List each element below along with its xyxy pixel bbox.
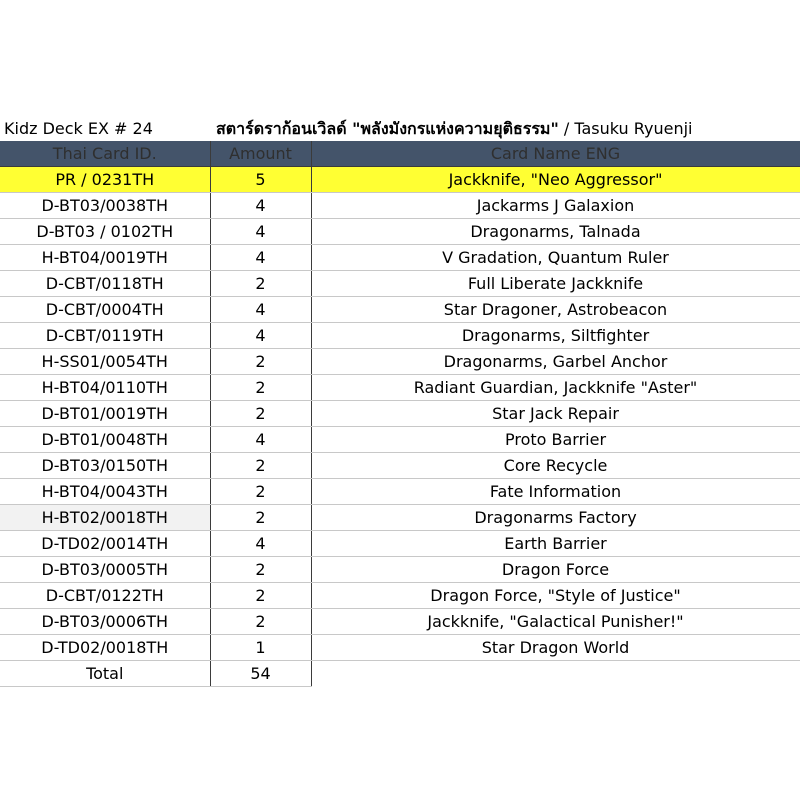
cell-card-id: D-BT03/0150TH xyxy=(0,453,210,479)
cell-amount: 2 xyxy=(210,349,311,375)
cell-card-name: Dragonarms, Garbel Anchor xyxy=(311,349,800,375)
cell-amount: 4 xyxy=(210,219,311,245)
total-label: Total xyxy=(0,661,210,687)
cell-card-name: Jackknife, "Galactical Punisher!" xyxy=(311,609,800,635)
cell-card-id: H-BT04/0043TH xyxy=(0,479,210,505)
table-row xyxy=(0,375,800,401)
cell-card-id: D-BT03/0006TH xyxy=(0,609,210,635)
cell-card-name: Full Liberate Jackknife xyxy=(311,271,800,297)
table-row xyxy=(0,245,800,271)
cell-card-name: Earth Barrier xyxy=(311,531,800,557)
title-row xyxy=(0,117,800,141)
cell-card-id: D-CBT/0119TH xyxy=(0,323,210,349)
cell-amount: 2 xyxy=(210,609,311,635)
cell-amount: 2 xyxy=(210,453,311,479)
deck-label: Kidz Deck EX # 24 xyxy=(4,119,153,138)
deck-title-thai: สตาร์ดราก้อนเวิลด์ "พลังมังกรแห่งความยุติธรรม" xyxy=(216,119,559,138)
cell-card-id: H-BT04/0019TH xyxy=(0,245,210,271)
cell-amount: 2 xyxy=(210,375,311,401)
table-row xyxy=(0,167,800,193)
cell-amount: 5 xyxy=(210,167,311,193)
table-row xyxy=(0,349,800,375)
cell-amount: 1 xyxy=(210,635,311,661)
cell-card-id: PR / 0231TH xyxy=(0,167,210,193)
deck-title xyxy=(216,117,693,141)
table-row xyxy=(0,479,800,505)
cell-card-name: Proto Barrier xyxy=(311,427,800,453)
cell-card-name: V Gradation, Quantum Ruler xyxy=(311,245,800,271)
cell-amount: 4 xyxy=(210,245,311,271)
cell-amount: 4 xyxy=(210,427,311,453)
total-empty-cell xyxy=(311,661,800,687)
cell-card-name: Dragon Force xyxy=(311,557,800,583)
cell-card-id: D-CBT/0118TH xyxy=(0,271,210,297)
cell-card-id: D-TD02/0018TH xyxy=(0,635,210,661)
cell-card-name: Dragonarms, Siltfighter xyxy=(311,323,800,349)
cell-card-name: Core Recycle xyxy=(311,453,800,479)
cell-card-id: H-BT02/0018TH xyxy=(0,505,210,531)
table-row xyxy=(0,193,800,219)
deck-table xyxy=(0,141,800,687)
table-row xyxy=(0,557,800,583)
cell-card-id: D-CBT/0004TH xyxy=(0,297,210,323)
cell-card-name: Star Jack Repair xyxy=(311,401,800,427)
cell-card-id: D-CBT/0122TH xyxy=(0,583,210,609)
cell-amount: 4 xyxy=(210,531,311,557)
table-row xyxy=(0,219,800,245)
cell-card-name: Dragonarms Factory xyxy=(311,505,800,531)
title-separator: / xyxy=(558,119,575,138)
cell-card-id: H-SS01/0054TH xyxy=(0,349,210,375)
cell-card-name: Star Dragon World xyxy=(311,635,800,661)
cell-card-id: D-BT01/0048TH xyxy=(0,427,210,453)
cell-card-name: Dragonarms, Talnada xyxy=(311,219,800,245)
cell-card-id: H-BT04/0110TH xyxy=(0,375,210,401)
cell-card-name: Jackarms J Galaxion xyxy=(311,193,800,219)
table-row xyxy=(0,297,800,323)
cell-amount: 2 xyxy=(210,557,311,583)
table-row xyxy=(0,427,800,453)
table-row xyxy=(0,271,800,297)
cell-card-name: Star Dragoner, Astrobeacon xyxy=(311,297,800,323)
column-header-card-name: Card Name ENG xyxy=(311,141,800,167)
cell-card-name: Radiant Guardian, Jackknife "Aster" xyxy=(311,375,800,401)
cell-card-name: Dragon Force, "Style of Justice" xyxy=(311,583,800,609)
table-header-row xyxy=(0,141,800,167)
cell-card-id: D-BT03/0038TH xyxy=(0,193,210,219)
table-row xyxy=(0,531,800,557)
total-amount: 54 xyxy=(210,661,311,687)
total-row xyxy=(0,661,800,687)
cell-card-id: D-BT01/0019TH xyxy=(0,401,210,427)
table-row xyxy=(0,583,800,609)
table-row xyxy=(0,453,800,479)
cell-amount: 2 xyxy=(210,401,311,427)
table-row xyxy=(0,505,800,531)
cell-amount: 4 xyxy=(210,323,311,349)
cell-card-name: Fate Information xyxy=(311,479,800,505)
cell-card-id: D-BT03/0005TH xyxy=(0,557,210,583)
column-header-card-id: Thai Card ID. xyxy=(0,141,210,167)
cell-amount: 4 xyxy=(210,297,311,323)
deck-hero-name: Tasuku Ryuenji xyxy=(574,119,693,138)
cell-card-id: D-BT03 / 0102TH xyxy=(0,219,210,245)
table-row xyxy=(0,635,800,661)
deck-list-sheet xyxy=(0,117,800,687)
cell-amount: 2 xyxy=(210,505,311,531)
cell-amount: 2 xyxy=(210,271,311,297)
cell-amount: 2 xyxy=(210,583,311,609)
table-row xyxy=(0,323,800,349)
column-header-amount: Amount xyxy=(210,141,311,167)
cell-card-id: D-TD02/0014TH xyxy=(0,531,210,557)
cell-amount: 4 xyxy=(210,193,311,219)
cell-amount: 2 xyxy=(210,479,311,505)
table-row xyxy=(0,401,800,427)
table-row xyxy=(0,609,800,635)
cell-card-name: Jackknife, "Neo Aggressor" xyxy=(311,167,800,193)
